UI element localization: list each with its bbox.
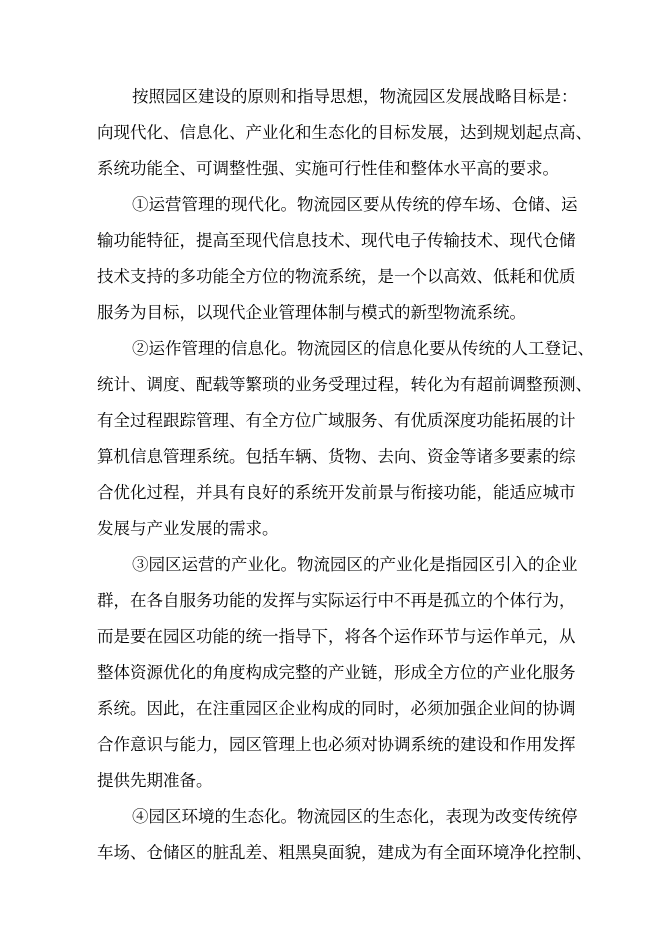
text-line: 按照园区建设的原则和指导思想，物流园区发展战略目标是：	[132, 87, 578, 106]
text-line: 系统功能全、可调整性强、实施可行性佳和整体水平高的要求。	[97, 159, 559, 178]
text-line: 群，在各自服务功能的发挥与实际运行中不再是孤立的个体行为，	[97, 591, 576, 610]
text-line: 系统。因此，在注重园区企业构成的同时，必须加强企业间的协调	[97, 699, 576, 718]
text-line: 有全过程跟踪管理、有全方位广域服务、有优质深度功能拓展的计	[97, 411, 576, 430]
text-line: 输功能特征，提高至现代信息技术、现代电子传输技术、现代仓储	[97, 231, 576, 250]
text-line: 车场、仓储区的脏乱差、粗黑臭面貌，建成为有全面环境净化控制、	[97, 843, 592, 862]
text-line: 向现代化、信息化、产业化和生态化的目标发展，达到规划起点高、	[97, 123, 592, 142]
text-line: 而是要在园区功能的统一指导下，将各个运作环节与运作单元，从	[97, 627, 576, 646]
text-line: 合优化过程，并具有良好的系统开发前景与衔接功能，能适应城市	[97, 483, 576, 502]
text-line: 提供先期准备。	[97, 771, 213, 790]
text-line: 服务为目标，以现代企业管理体制与模式的新型物流系统。	[97, 303, 526, 322]
text-line: 统计、调度、配载等繁琐的业务受理过程，转化为有超前调整预测、	[97, 375, 592, 394]
text-line: ③园区运营的产业化。物流园区的产业化是指园区引入的企业	[132, 555, 578, 574]
text-line: 发展与产业发展的需求。	[97, 519, 279, 538]
text-line: ②运作管理的信息化。物流园区的信息化要从传统的人工登记、	[132, 339, 594, 358]
text-line: 算机信息管理系统。包括车辆、货物、去向、资金等诸多要素的综	[97, 447, 576, 466]
text-line: ④园区环境的生态化。物流园区的生态化，表现为改变传统停	[132, 807, 578, 826]
text-line: 整体资源优化的角度构成完整的产业链，形成全方位的产业化服务	[97, 663, 576, 682]
text-line: ①运营管理的现代化。物流园区要从传统的停车场、仓储、运	[132, 195, 578, 214]
text-line: 技术支持的多功能全方位的物流系统，是一个以高效、低耗和优质	[97, 267, 576, 286]
text-line: 合作意识与能力，园区管理上也必须对协调系统的建设和作用发挥	[97, 735, 576, 754]
